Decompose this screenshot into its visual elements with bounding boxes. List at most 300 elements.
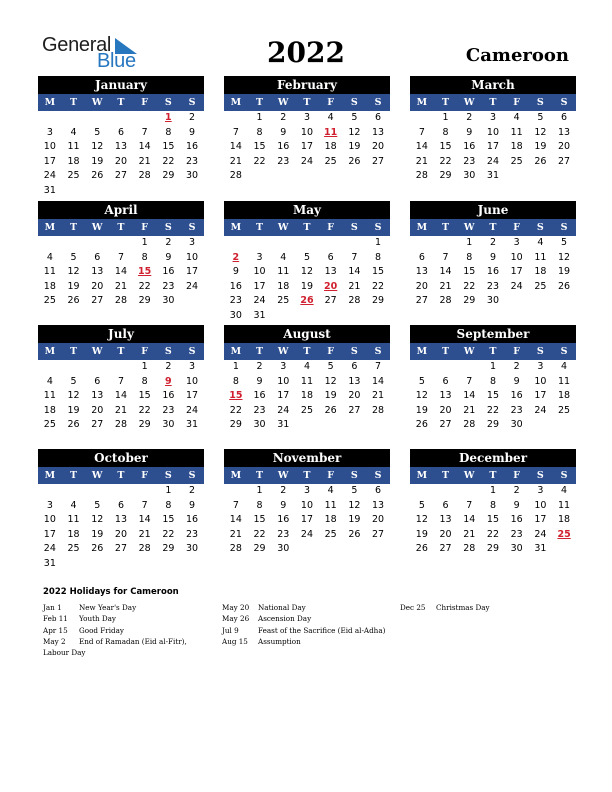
day-cell: 5: [303, 251, 310, 263]
month-november: [224, 449, 390, 557]
day-cell: 13: [114, 514, 127, 526]
month-title: June: [410, 201, 576, 219]
day-cell: 5: [418, 499, 425, 511]
day-cell: 6: [561, 112, 568, 123]
day-cell: 15: [162, 141, 175, 153]
day-cell: 23: [186, 155, 199, 167]
holiday-day-cell: 15: [138, 266, 152, 278]
day-cell: 23: [162, 280, 175, 292]
day-cell: 17: [534, 390, 547, 402]
day-cell: 23: [510, 404, 523, 416]
day-cell: 17: [253, 280, 266, 292]
weekday-label: T: [256, 97, 264, 108]
day-cell: 29: [486, 543, 499, 555]
day-cell: 1: [141, 361, 148, 372]
day-cell: 11: [510, 126, 523, 138]
holiday-entry: [222, 613, 402, 624]
day-cell: 18: [534, 266, 547, 278]
holiday-entry: [222, 602, 402, 613]
day-cell: 25: [534, 280, 547, 292]
day-cell: 20: [439, 528, 452, 540]
weekday-label: F: [141, 222, 149, 233]
empty-day-cell: [109, 236, 133, 251]
holiday-date: Dec 25: [400, 603, 426, 612]
weekday-label: T: [489, 470, 497, 481]
day-cell: 9: [466, 126, 473, 138]
weekday-label: F: [327, 470, 335, 481]
weekday-label: F: [513, 222, 521, 233]
holiday-date: May 20: [222, 603, 250, 612]
day-cell: 22: [229, 404, 242, 416]
day-cell: 23: [486, 280, 499, 292]
day-cell: 17: [43, 528, 56, 540]
holiday-date: Apr 15: [43, 625, 68, 635]
empty-day-cell: [38, 111, 62, 126]
day-cell: 8: [141, 375, 148, 387]
day-cell: 13: [114, 141, 127, 153]
day-cell: 26: [91, 170, 104, 182]
holiday-name: Youth Day: [79, 614, 116, 624]
day-cell: 8: [489, 499, 496, 511]
day-cell: 28: [114, 419, 127, 431]
empty-day-cell: [271, 236, 295, 251]
day-grid: [410, 484, 576, 557]
day-cell: 13: [415, 266, 428, 278]
day-cell: 26: [534, 155, 547, 167]
holiday-name: Christmas Day: [436, 603, 490, 612]
day-cell: 30: [186, 170, 199, 182]
day-cell: 28: [415, 170, 428, 182]
day-cell: 2: [165, 361, 172, 372]
month-title: October: [38, 449, 204, 467]
day-cell: 11: [43, 266, 56, 278]
weekday-label: T: [117, 97, 125, 108]
day-cell: 12: [67, 390, 80, 402]
weekday-label: M: [416, 222, 428, 233]
holiday-entry: [222, 636, 402, 647]
day-cell: 31: [277, 419, 290, 431]
day-cell: 18: [277, 280, 290, 292]
day-cell: 7: [141, 499, 148, 511]
day-cell: 20: [415, 280, 428, 292]
day-cell: 9: [232, 266, 239, 278]
holiday-name: Feast of the Sacrifice (Eid al-Adha): [258, 625, 386, 635]
empty-day-cell: [85, 111, 109, 126]
day-cell: 24: [277, 404, 290, 416]
day-cell: 24: [186, 280, 199, 292]
empty-day-cell: [109, 360, 133, 375]
day-cell: 19: [348, 514, 361, 526]
day-cell: 14: [138, 514, 151, 526]
day-cell: 21: [114, 280, 127, 292]
weekday-label: T: [303, 222, 311, 233]
weekday-header: [410, 467, 576, 484]
weekday-label: F: [513, 346, 521, 357]
day-cell: 28: [114, 295, 127, 307]
day-cell: 24: [534, 404, 547, 416]
month-title: September: [410, 325, 576, 343]
weekday-label: S: [536, 222, 544, 233]
day-cell: 30: [277, 543, 290, 555]
weekday-label: F: [141, 346, 149, 357]
empty-day-cell: [133, 484, 157, 499]
day-cell: 10: [186, 251, 199, 263]
day-cell: 24: [534, 528, 547, 540]
weekday-header: [224, 219, 390, 236]
day-cell: 12: [67, 266, 80, 278]
day-cell: 31: [534, 543, 547, 555]
day-cell: 22: [439, 155, 452, 167]
day-cell: 2: [466, 112, 473, 123]
day-grid: [38, 484, 204, 572]
day-cell: 6: [375, 485, 382, 496]
day-grid: [38, 236, 204, 309]
day-cell: 21: [463, 528, 476, 540]
day-cell: 2: [189, 485, 196, 496]
weekday-label: T: [303, 346, 311, 357]
day-cell: 9: [489, 251, 496, 263]
weekday-label: S: [188, 222, 196, 233]
weekday-label: T: [442, 222, 450, 233]
day-cell: 8: [256, 499, 263, 511]
day-cell: 19: [91, 155, 104, 167]
weekday-label: S: [164, 346, 172, 357]
weekday-header: [224, 467, 390, 484]
day-cell: 14: [348, 266, 361, 278]
weekday-label: W: [277, 97, 289, 108]
weekday-label: S: [164, 222, 172, 233]
day-cell: 4: [327, 112, 334, 123]
day-cell: 11: [534, 251, 547, 263]
day-cell: 12: [91, 141, 104, 153]
day-grid: [410, 236, 576, 309]
day-cell: 14: [114, 266, 127, 278]
day-cell: 26: [91, 543, 104, 555]
day-cell: 24: [300, 528, 313, 540]
year-title: 2022: [267, 36, 345, 69]
month-title: April: [38, 201, 204, 219]
day-cell: 8: [442, 126, 449, 138]
month-title: March: [410, 76, 576, 94]
day-cell: 22: [253, 528, 266, 540]
day-cell: 13: [558, 126, 571, 138]
holiday-entry: [222, 625, 402, 636]
empty-day-cell: [224, 111, 248, 126]
empty-day-cell: [85, 360, 109, 375]
day-cell: 5: [94, 499, 101, 511]
day-cell: 4: [70, 499, 77, 511]
holiday-entry: [400, 602, 560, 613]
day-cell: 12: [348, 499, 361, 511]
day-cell: 18: [558, 514, 571, 526]
day-cell: 6: [375, 112, 382, 123]
day-cell: 18: [43, 280, 56, 292]
holiday-name: National Day: [258, 603, 306, 612]
day-cell: 15: [486, 390, 499, 402]
day-cell: 1: [466, 237, 473, 248]
day-cell: 7: [232, 126, 239, 138]
weekday-label: S: [536, 470, 544, 481]
day-cell: 25: [558, 404, 571, 416]
holiday-entry: [43, 602, 213, 613]
weekday-label: T: [70, 97, 78, 108]
day-cell: 20: [372, 141, 385, 153]
day-cell: 5: [351, 485, 358, 496]
day-cell: 21: [415, 155, 428, 167]
day-cell: 16: [253, 390, 266, 402]
day-cell: 27: [372, 155, 385, 167]
empty-day-cell: [62, 111, 86, 126]
day-cell: 17: [277, 390, 290, 402]
weekday-label: F: [141, 470, 149, 481]
day-cell: 7: [442, 251, 449, 263]
weekday-label: S: [350, 346, 358, 357]
day-cell: 1: [256, 112, 263, 123]
day-cell: 2: [513, 485, 520, 496]
holiday-date: Jan 1: [43, 603, 62, 612]
day-cell: 5: [70, 375, 77, 387]
weekday-label: T: [489, 97, 497, 108]
day-cell: 13: [91, 266, 104, 278]
day-cell: 26: [415, 543, 428, 555]
day-cell: 13: [439, 390, 452, 402]
day-cell: 16: [510, 390, 523, 402]
day-cell: 14: [439, 266, 452, 278]
day-cell: 20: [439, 404, 452, 416]
day-cell: 6: [117, 499, 124, 511]
month-title: February: [224, 76, 390, 94]
empty-day-cell: [319, 236, 343, 251]
day-cell: 6: [117, 126, 124, 138]
day-cell: 16: [486, 266, 499, 278]
day-cell: 3: [303, 485, 310, 496]
day-cell: 20: [372, 514, 385, 526]
day-cell: 9: [280, 126, 287, 138]
day-cell: 6: [442, 499, 449, 511]
month-september: [410, 325, 576, 433]
weekday-label: F: [327, 222, 335, 233]
day-cell: 28: [348, 295, 361, 307]
weekday-label: T: [117, 222, 125, 233]
day-cell: 18: [43, 404, 56, 416]
day-cell: 28: [372, 404, 385, 416]
holiday-entry: [43, 636, 213, 647]
weekday-header: [410, 343, 576, 360]
weekday-label: S: [560, 97, 568, 108]
weekday-label: S: [350, 222, 358, 233]
day-cell: 11: [300, 375, 313, 387]
day-grid: [38, 360, 204, 433]
day-cell: 16: [510, 514, 523, 526]
day-cell: 16: [229, 280, 242, 292]
day-cell: 7: [418, 126, 425, 138]
weekday-label: S: [188, 97, 196, 108]
day-grid: [38, 111, 204, 199]
day-cell: 23: [162, 404, 175, 416]
day-cell: 8: [466, 251, 473, 263]
weekday-label: T: [70, 470, 78, 481]
day-cell: 23: [277, 528, 290, 540]
day-cell: 16: [463, 141, 476, 153]
day-cell: 11: [67, 141, 80, 153]
day-cell: 25: [324, 528, 337, 540]
day-cell: 3: [280, 361, 287, 372]
day-cell: 4: [46, 375, 53, 387]
empty-day-cell: [38, 360, 62, 375]
day-cell: 4: [303, 361, 310, 372]
day-cell: 19: [91, 528, 104, 540]
day-cell: 28: [463, 543, 476, 555]
day-cell: 30: [463, 170, 476, 182]
empty-day-cell: [62, 484, 86, 499]
weekday-label: M: [230, 97, 242, 108]
day-grid: [410, 111, 576, 184]
day-cell: 28: [229, 543, 242, 555]
day-cell: 23: [253, 404, 266, 416]
day-cell: 12: [300, 266, 313, 278]
month-december: [410, 449, 576, 557]
weekday-header: [410, 219, 576, 236]
day-cell: 19: [67, 280, 80, 292]
day-cell: 10: [253, 266, 266, 278]
day-cell: 31: [186, 419, 199, 431]
day-cell: 30: [510, 419, 523, 431]
month-august: [224, 325, 390, 433]
month-title: January: [38, 76, 204, 94]
day-cell: 5: [537, 112, 544, 123]
empty-day-cell: [248, 236, 272, 251]
day-cell: 1: [141, 237, 148, 248]
day-cell: 29: [486, 419, 499, 431]
day-cell: 6: [418, 251, 425, 263]
day-cell: 10: [277, 375, 290, 387]
weekday-label: S: [374, 470, 382, 481]
day-cell: 12: [324, 375, 337, 387]
day-cell: 7: [466, 499, 473, 511]
day-cell: 10: [510, 251, 523, 263]
day-cell: 30: [510, 543, 523, 555]
day-cell: 19: [558, 266, 571, 278]
holiday-date: Jul 9: [222, 625, 239, 635]
day-cell: 28: [138, 543, 151, 555]
holiday-date: May 2: [43, 636, 66, 646]
weekday-label: T: [489, 222, 497, 233]
day-cell: 21: [229, 528, 242, 540]
empty-day-cell: [85, 236, 109, 251]
day-cell: 18: [558, 390, 571, 402]
holiday-day-cell: 20: [324, 280, 338, 292]
day-cell: 29: [162, 543, 175, 555]
day-cell: 11: [43, 390, 56, 402]
day-cell: 19: [300, 280, 313, 292]
day-cell: 27: [558, 155, 571, 167]
weekday-label: S: [164, 470, 172, 481]
day-cell: 14: [138, 141, 151, 153]
day-cell: 10: [300, 499, 313, 511]
day-cell: 27: [91, 295, 104, 307]
day-cell: 24: [43, 170, 56, 182]
day-cell: 31: [486, 170, 499, 182]
day-cell: 29: [162, 170, 175, 182]
weekday-label: W: [277, 222, 289, 233]
day-cell: 25: [43, 419, 56, 431]
day-cell: 21: [114, 404, 127, 416]
day-cell: 18: [324, 141, 337, 153]
day-cell: 31: [43, 557, 56, 569]
day-cell: 5: [561, 237, 568, 248]
day-cell: 14: [229, 514, 242, 526]
day-cell: 3: [46, 499, 53, 511]
day-cell: 29: [253, 543, 266, 555]
day-cell: 12: [348, 126, 361, 138]
weekday-label: T: [442, 470, 450, 481]
holiday-entry: [43, 625, 213, 636]
weekday-label: S: [560, 346, 568, 357]
day-cell: 26: [558, 280, 571, 292]
weekday-label: T: [70, 346, 78, 357]
weekday-label: M: [416, 470, 428, 481]
weekday-label: W: [91, 97, 103, 108]
day-cell: 10: [186, 375, 199, 387]
day-cell: 9: [256, 375, 263, 387]
day-cell: 13: [439, 514, 452, 526]
day-cell: 29: [463, 295, 476, 307]
day-cell: 11: [558, 375, 571, 387]
day-cell: 8: [489, 375, 496, 387]
weekday-label: W: [277, 470, 289, 481]
day-cell: 21: [229, 155, 242, 167]
day-cell: 5: [418, 375, 425, 387]
day-cell: 6: [94, 251, 101, 263]
day-cell: 28: [138, 170, 151, 182]
day-cell: 3: [537, 361, 544, 372]
empty-day-cell: [85, 484, 109, 499]
weekday-label: S: [374, 97, 382, 108]
empty-day-cell: [295, 236, 319, 251]
day-cell: 21: [138, 155, 151, 167]
weekday-label: S: [188, 470, 196, 481]
day-cell: 22: [162, 155, 175, 167]
day-cell: 11: [558, 499, 571, 511]
day-cell: 27: [439, 419, 452, 431]
day-cell: 15: [253, 141, 266, 153]
day-cell: 29: [229, 419, 242, 431]
day-cell: 1: [165, 485, 172, 496]
day-cell: 13: [91, 390, 104, 402]
day-cell: 14: [114, 390, 127, 402]
day-grid: [224, 111, 390, 184]
weekday-label: S: [374, 222, 382, 233]
day-cell: 8: [165, 499, 172, 511]
day-cell: 3: [189, 237, 196, 248]
holidays-column-1: [43, 602, 213, 658]
day-cell: 25: [324, 155, 337, 167]
day-cell: 15: [138, 390, 151, 402]
day-cell: 13: [348, 375, 361, 387]
holiday-name: Good Friday: [79, 625, 124, 635]
empty-day-cell: [410, 111, 434, 126]
holiday-day-cell: 2: [232, 251, 240, 263]
day-cell: 14: [372, 375, 385, 387]
weekday-label: M: [230, 222, 242, 233]
month-title: August: [224, 325, 390, 343]
weekday-label: T: [442, 97, 450, 108]
holiday-date: May 26: [222, 614, 250, 624]
day-cell: 22: [138, 404, 151, 416]
day-cell: 16: [162, 266, 175, 278]
empty-day-cell: [457, 360, 481, 375]
day-cell: 17: [43, 155, 56, 167]
